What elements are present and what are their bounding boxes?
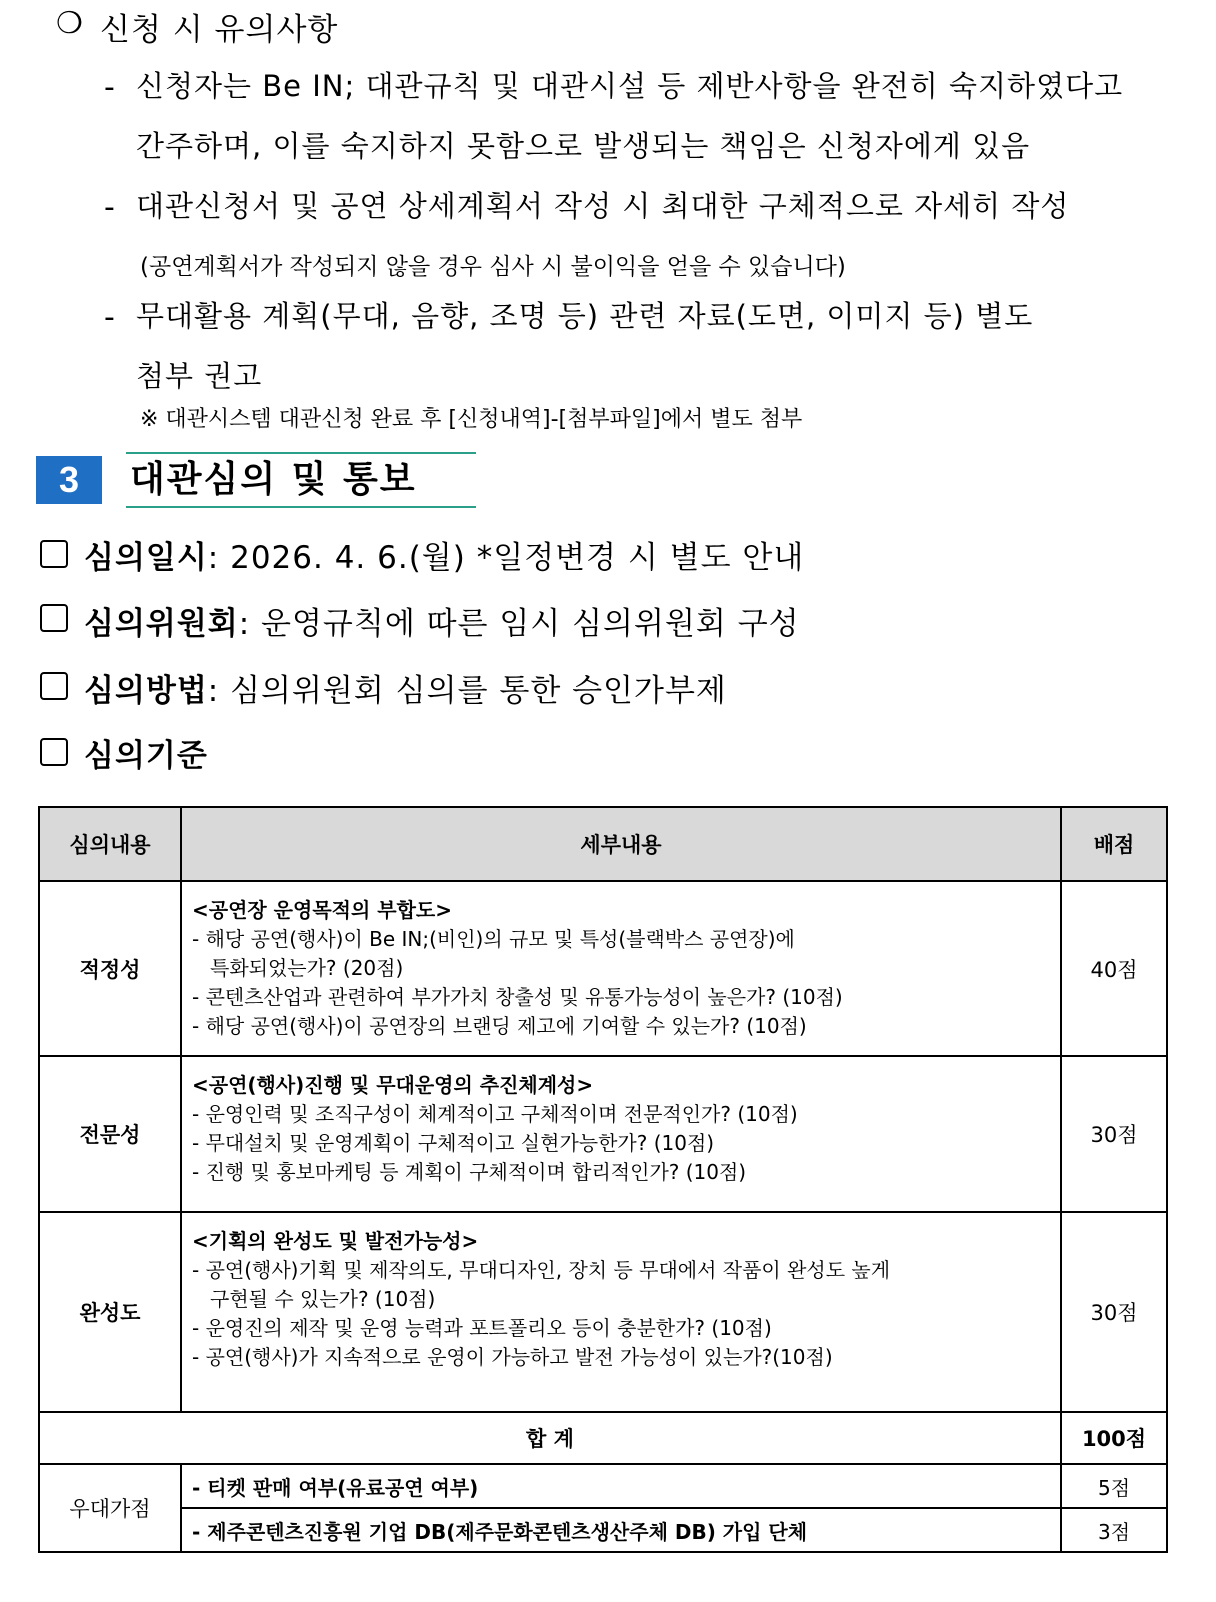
detail-line: - 해당 공연(행사)이 공연장의 브랜딩 제고에 기여할 수 있는가? (10점) (192, 1014, 807, 1038)
bonus-score: 3점 (1061, 1508, 1167, 1552)
bonus-row (39, 1464, 1167, 1508)
table-row (39, 881, 1167, 1056)
total-row (39, 1412, 1167, 1464)
criteria-table (38, 806, 1168, 1553)
item-label: 심의일시 (84, 540, 208, 576)
detail-line: - 운영진의 제작 및 운영 능력과 포트폴리오 등이 충분한가? (10점) (192, 1316, 772, 1340)
notice-subnote: (공연계획서가 작성되지 않을 경우 심사 시 불이익을 얻을 수 있습니다) (140, 254, 846, 280)
detail-line: - 진행 및 홍보마케팅 등 계획이 구체적이며 합리적인가? (10점) (192, 1160, 747, 1184)
section-item (84, 665, 727, 710)
row-category: 전문성 (39, 1056, 181, 1212)
bonus-score: 5점 (1061, 1464, 1167, 1508)
detail-line: 특화되었는가? (20점) (210, 956, 404, 980)
dash-marker: - (104, 300, 115, 335)
row-score: 30점 (1061, 1212, 1167, 1412)
row-score: 40점 (1061, 881, 1167, 1056)
item-text: : 운영규칙에 따른 임시 심의위원회 구성 (238, 606, 800, 642)
row-detail (181, 1212, 1061, 1412)
detail-line: - 운영인력 및 조직구성이 체계적이고 구체적이며 전문적인가? (10점) (192, 1102, 798, 1126)
notice-title: 신청 시 유의사항 (100, 12, 339, 48)
notice-text: 대관신청서 및 공연 상세계획서 작성 시 최대한 구체적으로 자세히 작성 (136, 189, 1070, 223)
section-number: 3 (36, 456, 102, 504)
checkbox-square-icon (40, 672, 68, 700)
notice-text: 무대활용 계획(무대, 음향, 조명 등) 관련 자료(도면, 이미지 등) 별도 (136, 299, 1034, 333)
detail-heading: <공연장 운영목적의 부합도> (192, 898, 452, 922)
section-item (84, 532, 804, 577)
header-category: 심의내용 (39, 807, 181, 881)
detail-line: - 해당 공연(행사)이 Be IN;(비인)의 규모 및 특성(블랙박스 공연장)에 (192, 927, 795, 951)
bonus-item: - 티켓 판매 여부(유료공연 여부) (181, 1464, 1061, 1508)
section-item (84, 730, 208, 775)
checkbox-square-icon (40, 540, 68, 568)
item-text: : 심의위원회 심의를 통한 승인가부제 (207, 673, 727, 709)
detail-line: - 콘텐츠산업과 관련하여 부가가치 창출성 및 유통가능성이 높은가? (10점) (192, 985, 843, 1009)
bonus-row (39, 1508, 1167, 1552)
total-score: 100점 (1061, 1412, 1167, 1464)
section-title: 대관심의 및 통보 (126, 452, 476, 508)
detail-heading: <기획의 완성도 및 발전가능성> (192, 1229, 479, 1253)
detail-line: - 무대설치 및 운영계획이 구체적이고 실현가능한가? (10점) (192, 1131, 715, 1155)
row-detail (181, 881, 1061, 1056)
item-label: 심의기준 (84, 738, 208, 774)
row-category: 완성도 (39, 1212, 181, 1412)
detail-line: - 공연(행사)기획 및 제작의도, 무대디자인, 장치 등 무대에서 작품이 완성도 높게 (192, 1258, 891, 1282)
header-score: 배점 (1061, 807, 1167, 881)
row-category: 적정성 (39, 881, 181, 1056)
circle-bullet-icon: ❍ (56, 6, 83, 41)
item-label: 심의방법 (84, 673, 208, 709)
notice-subnote: ※ 대관시스템 대관신청 완료 후 [신청내역]-[첨부파일]에서 별도 첨부 (140, 407, 803, 432)
table-header-row (39, 807, 1167, 881)
detail-line: 구현될 수 있는가? (10점) (210, 1287, 436, 1311)
dash-marker: - (104, 190, 115, 225)
dash-marker: - (104, 70, 115, 105)
row-detail (181, 1056, 1061, 1212)
detail-line: - 공연(행사)가 지속적으로 운영이 가능하고 발전 가능성이 있는가?(10점) (192, 1345, 833, 1369)
item-text: : 2026. 4. 6.(월) *일정변경 시 별도 안내 (207, 540, 805, 576)
header-detail: 세부내용 (181, 807, 1061, 881)
bonus-item: - 제주콘텐츠진흥원 기업 DB(제주문화콘텐츠생산주체 DB) 가입 단체 (181, 1508, 1061, 1552)
total-label: 합 계 (39, 1412, 1061, 1464)
item-label: 심의위원회 (84, 606, 239, 642)
row-score: 30점 (1061, 1056, 1167, 1212)
notice-text: 신청자는 Be IN; 대관규칙 및 대관시설 등 제반사항을 완전히 숙지하였다고 (136, 69, 1124, 103)
notice-text: 첨부 권고 (136, 359, 263, 393)
notice-text: 간주하며, 이를 숙지하지 못함으로 발생되는 책임은 신청자에게 있음 (136, 129, 1031, 163)
section-item (84, 598, 800, 643)
checkbox-square-icon (40, 738, 68, 766)
table-row (39, 1056, 1167, 1212)
detail-heading: <공연(행사)진행 및 무대운영의 추진체계성> (192, 1073, 594, 1097)
table-row (39, 1212, 1167, 1412)
bonus-label: 우대가점 (39, 1464, 181, 1552)
checkbox-square-icon (40, 604, 68, 632)
